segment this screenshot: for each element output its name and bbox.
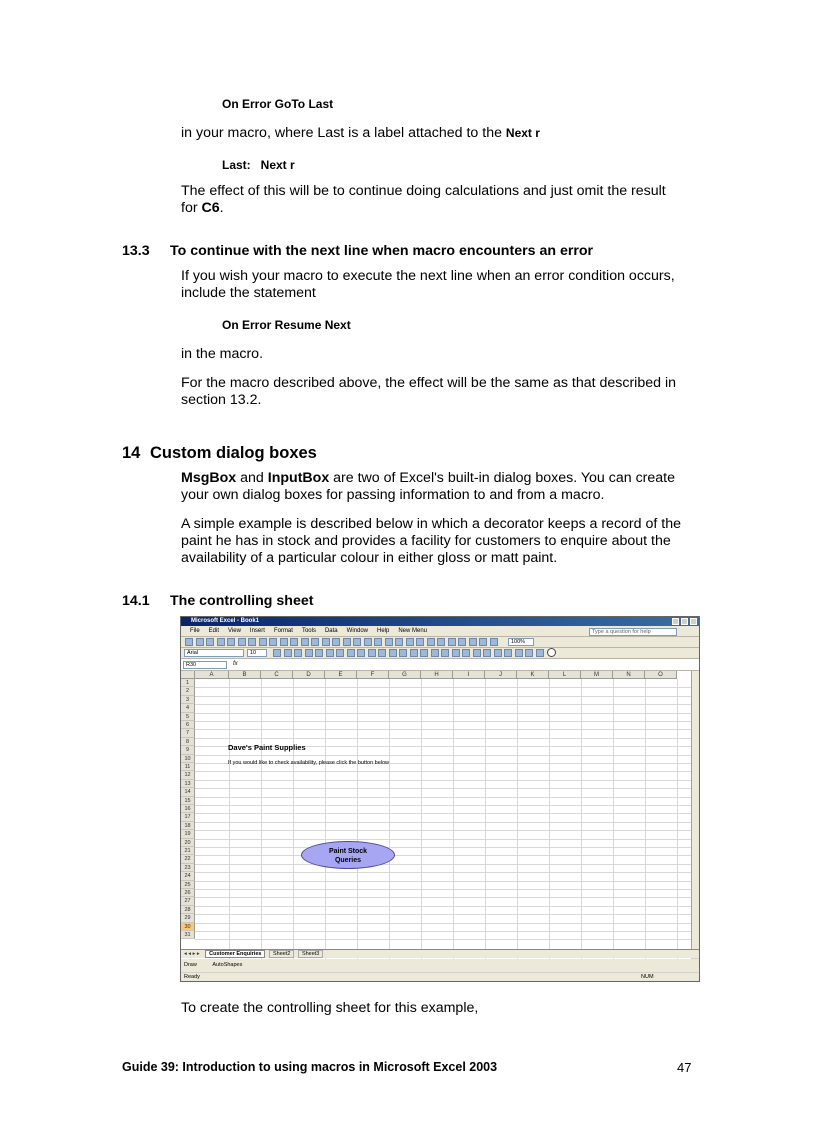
row-header[interactable]: 4 xyxy=(181,704,195,712)
toolbar-button-icon[interactable] xyxy=(347,649,355,657)
toolbar-button-icon[interactable] xyxy=(441,649,449,657)
gridline-horizontal xyxy=(195,830,691,831)
toolbar-button-icon[interactable] xyxy=(452,649,460,657)
section-13-3-title: To continue with the next line when macro encounters an error xyxy=(170,243,594,259)
toolbar-button-icon[interactable] xyxy=(479,638,487,646)
toolbar-button-icon[interactable] xyxy=(301,638,309,646)
toolbar-button-icon[interactable] xyxy=(315,649,323,657)
toolbar-button-icon[interactable] xyxy=(284,649,292,657)
row-header[interactable]: 5 xyxy=(181,713,195,721)
autoshapes-menu[interactable]: AutoShapes xyxy=(212,962,243,968)
standard-toolbar xyxy=(181,637,699,648)
status-ready: Ready xyxy=(184,974,200,980)
section-13-3-para: If you wish your macro to execute the next line when an error condition occurs, include the statement xyxy=(181,268,675,301)
toolbar-button-icon[interactable] xyxy=(332,638,340,646)
gridline-horizontal xyxy=(195,914,691,915)
gridline-horizontal xyxy=(195,704,691,705)
toolbar-button-icon[interactable] xyxy=(311,638,319,646)
toolbar-button-icon[interactable] xyxy=(322,638,330,646)
column-header[interactable]: A xyxy=(195,671,229,679)
section-13-3-number: 13.3 xyxy=(122,243,150,259)
row-header[interactable]: 28 xyxy=(181,906,195,914)
column-header[interactable]: H xyxy=(421,671,453,679)
gridline-horizontal xyxy=(195,738,691,739)
paint-stock-label: Paint Stock xyxy=(328,848,368,855)
toolbar-button-icon[interactable] xyxy=(326,649,334,657)
toolbar-button-icon[interactable] xyxy=(336,649,344,657)
cell-instruction[interactable]: If you would like to check availability, please click the button below xyxy=(228,760,390,766)
row-header[interactable]: 1 xyxy=(181,679,195,687)
row-header[interactable]: 13 xyxy=(181,780,195,788)
section-14-1-number: 14.1 xyxy=(122,593,150,609)
toolbar-button-icon[interactable] xyxy=(427,638,435,646)
menu-item-new-menu[interactable]: New Menu xyxy=(398,628,428,634)
toolbar-button-icon[interactable] xyxy=(395,638,403,646)
code-resume-next: On Error Resume Next xyxy=(222,318,351,332)
excel-screenshot xyxy=(180,616,700,982)
gridline-horizontal xyxy=(195,713,691,714)
toolbar-button-icon[interactable] xyxy=(389,649,397,657)
vertical-scrollbar[interactable] xyxy=(691,671,699,949)
formatting-toolbar xyxy=(181,648,699,659)
gridline-horizontal xyxy=(195,855,691,856)
gridline-horizontal xyxy=(195,771,691,772)
row-header[interactable]: 31 xyxy=(181,931,195,939)
menu-item-file[interactable]: File xyxy=(190,628,200,634)
gridline-horizontal xyxy=(195,864,691,865)
toolbar-button-icon[interactable] xyxy=(206,638,214,646)
row-header[interactable]: 17 xyxy=(181,813,195,821)
column-header[interactable]: C xyxy=(261,671,293,679)
toolbar-button-icon[interactable] xyxy=(410,649,418,657)
gridline-horizontal xyxy=(195,822,691,823)
row-header[interactable]: 18 xyxy=(181,822,195,830)
section-13-3-para3: For the macro described above, the effect will be the same as that described in section 13.2. xyxy=(181,375,676,408)
gridline-horizontal xyxy=(195,813,691,814)
sheet-tab-bar xyxy=(181,949,699,958)
code-last-label: Last: Next r xyxy=(222,158,295,172)
section-14-para2: A simple example is described below in which a decorator keeps a record of the paint he has in stock and provides a facility for customers to enquire about the availability of a particular colour in either gloss or matt paint. xyxy=(181,516,681,566)
toolbar-button-icon[interactable] xyxy=(490,638,498,646)
gridline-horizontal xyxy=(195,755,691,756)
gridline-horizontal xyxy=(195,939,691,940)
row-header[interactable]: 30 xyxy=(181,923,195,931)
row-header[interactable]: 16 xyxy=(181,805,195,813)
draw-menu[interactable]: Draw xyxy=(184,962,197,968)
row-header[interactable]: 7 xyxy=(181,729,195,737)
tab-scroll-arrows-icon[interactable]: ◂ ◂ ▸ ▸ xyxy=(184,951,200,957)
row-header[interactable]: 15 xyxy=(181,797,195,805)
toolbar-button-icon[interactable] xyxy=(294,649,302,657)
name-box[interactable]: R30 xyxy=(183,661,227,669)
toolbar-button-icon[interactable] xyxy=(536,649,544,657)
gridline-horizontal xyxy=(195,931,691,932)
select-all-corner[interactable] xyxy=(181,671,195,679)
tab-customer-enquiries[interactable]: Customer Enquiries xyxy=(205,950,265,958)
section-14-para1: MsgBox and InputBox are two of Excel's built-in dialog boxes. You can create your own dialog boxes for passing information to and from a macro. xyxy=(181,470,675,503)
row-header[interactable]: 21 xyxy=(181,847,195,855)
code-on-error-goto: On Error GoTo Last xyxy=(222,97,334,111)
menu-item-window[interactable]: Window xyxy=(346,628,368,634)
queries-label: Queries xyxy=(334,857,362,864)
row-header[interactable]: 19 xyxy=(181,830,195,838)
formula-bar xyxy=(181,659,699,671)
gridline-horizontal xyxy=(195,872,691,873)
font-name-select[interactable]: Arial xyxy=(184,649,244,657)
row-header[interactable]: 3 xyxy=(181,696,195,704)
toolbar-button-icon[interactable] xyxy=(374,638,382,646)
toolbar-button-icon[interactable] xyxy=(448,638,456,646)
toolbar-button-icon[interactable] xyxy=(248,638,256,646)
fx-icon: fx xyxy=(233,661,238,667)
menu-item-format[interactable]: Format xyxy=(273,628,293,634)
toolbar-button-icon[interactable] xyxy=(431,649,439,657)
toolbar-button-icon[interactable] xyxy=(406,638,414,646)
toolbar-button-icon[interactable] xyxy=(378,649,386,657)
toolbar-button-icon[interactable] xyxy=(515,649,523,657)
toolbar-button-icon[interactable] xyxy=(196,638,204,646)
maximize-icon[interactable] xyxy=(681,618,688,625)
toolbar-button-icon[interactable] xyxy=(458,638,466,646)
paragraph-effect: The effect of this will be to continue doing calculations and just omit the result for C6. xyxy=(181,183,666,216)
gridline-horizontal xyxy=(195,847,691,848)
toolbar-button-icon[interactable] xyxy=(494,649,502,657)
menu-item-tools[interactable]: Tools xyxy=(301,628,316,634)
row-header[interactable]: 14 xyxy=(181,788,195,796)
toolbar-button-icon[interactable] xyxy=(385,638,393,646)
row-header[interactable]: 6 xyxy=(181,721,195,729)
toolbar-button-icon[interactable] xyxy=(368,649,376,657)
excel-window-title: Microsoft Excel - Book1 xyxy=(191,618,260,624)
gridline-horizontal xyxy=(195,729,691,730)
column-header[interactable]: L xyxy=(549,671,581,679)
toolbar-button-icon[interactable] xyxy=(469,638,477,646)
worksheet-grid[interactable] xyxy=(181,671,691,961)
gridline-horizontal xyxy=(195,788,691,789)
toolbar-button-icon[interactable] xyxy=(353,638,361,646)
column-header[interactable]: J xyxy=(485,671,517,679)
row-header[interactable]: 25 xyxy=(181,881,195,889)
gridline-horizontal xyxy=(195,687,691,688)
toolbar-button-icon[interactable] xyxy=(227,638,235,646)
row-header[interactable]: 26 xyxy=(181,889,195,897)
row-header[interactable]: 27 xyxy=(181,897,195,905)
menu-item-data[interactable]: Data xyxy=(324,628,338,634)
gridline-horizontal xyxy=(195,696,691,697)
smiley-icon[interactable] xyxy=(547,648,556,657)
toolbar-button-icon[interactable] xyxy=(483,649,491,657)
toolbar-button-icon[interactable] xyxy=(290,638,298,646)
toolbar-button-icon[interactable] xyxy=(217,638,225,646)
row-header[interactable]: 20 xyxy=(181,839,195,847)
toolbar-button-icon[interactable] xyxy=(504,649,512,657)
toolbar-button-icon[interactable] xyxy=(280,638,288,646)
cell-heading[interactable]: Dave's Paint Supplies xyxy=(228,743,306,752)
gridline-horizontal xyxy=(195,881,691,882)
status-bar xyxy=(181,973,699,981)
toolbar-button-icon[interactable] xyxy=(437,638,445,646)
tab-sheet3[interactable]: Sheet3 xyxy=(298,950,323,958)
help-search-input[interactable]: Type a question for help xyxy=(589,628,677,636)
gridline-horizontal xyxy=(195,721,691,722)
row-header[interactable]: 23 xyxy=(181,864,195,872)
row-header[interactable]: 22 xyxy=(181,855,195,863)
gridline-horizontal xyxy=(195,780,691,781)
tab-sheet2[interactable]: Sheet2 xyxy=(269,950,294,958)
toolbar-button-icon[interactable] xyxy=(259,638,267,646)
gridline-horizontal xyxy=(195,805,691,806)
row-header[interactable]: 9 xyxy=(181,746,195,754)
row-header[interactable]: 29 xyxy=(181,914,195,922)
row-header[interactable]: 11 xyxy=(181,763,195,771)
row-header[interactable]: 2 xyxy=(181,687,195,695)
gridline-horizontal xyxy=(195,839,691,840)
toolbar-button-icon[interactable] xyxy=(238,638,246,646)
column-header[interactable]: E xyxy=(325,671,357,679)
close-icon[interactable] xyxy=(690,618,697,625)
menu-item-insert[interactable]: Insert xyxy=(249,628,265,634)
toolbar-button-icon[interactable] xyxy=(357,649,365,657)
minimize-icon[interactable] xyxy=(672,618,679,625)
zoom-select[interactable]: 100% xyxy=(508,638,534,646)
row-header[interactable]: 12 xyxy=(181,771,195,779)
toolbar-button-icon[interactable] xyxy=(525,649,533,657)
section-14-1-title: The controlling sheet xyxy=(170,593,314,609)
gridline-horizontal xyxy=(195,797,691,798)
toolbar-button-icon[interactable] xyxy=(462,649,470,657)
menu-item-help[interactable]: Help xyxy=(377,628,390,634)
gridline-horizontal xyxy=(195,923,691,924)
toolbar-button-icon[interactable] xyxy=(473,649,481,657)
row-header[interactable]: 24 xyxy=(181,872,195,880)
toolbar-button-icon[interactable] xyxy=(399,649,407,657)
toolbar-button-icon[interactable] xyxy=(269,638,277,646)
section-13-3-para2: in the macro. xyxy=(181,346,264,362)
column-header[interactable]: F xyxy=(357,671,389,679)
section-14-number: 14 xyxy=(122,444,141,462)
toolbar-button-icon[interactable] xyxy=(416,638,424,646)
section-14-title: Custom dialog boxes xyxy=(150,444,317,462)
paint-stock-queries-button[interactable] xyxy=(301,841,395,869)
status-num: NUM xyxy=(641,974,654,980)
row-header[interactable]: 8 xyxy=(181,738,195,746)
menu-item-edit[interactable]: Edit xyxy=(208,628,220,634)
toolbar-button-icon[interactable] xyxy=(343,638,351,646)
toolbar-button-icon[interactable] xyxy=(364,638,372,646)
menu-item-view[interactable]: View xyxy=(228,628,241,634)
column-header[interactable]: G xyxy=(389,671,421,679)
column-header[interactable]: N xyxy=(613,671,645,679)
toolbar-button-icon[interactable] xyxy=(185,638,193,646)
gridline-horizontal xyxy=(195,897,691,898)
column-header[interactable]: D xyxy=(293,671,325,679)
drawing-toolbar xyxy=(181,959,699,972)
paragraph-label-explanation: in your macro, where Last is a label attached to the Next r xyxy=(181,125,540,141)
gridline-horizontal xyxy=(195,906,691,907)
column-header[interactable]: M xyxy=(581,671,613,679)
gridline-horizontal xyxy=(195,889,691,890)
footer-title: Guide 39: Introduction to using macros in Microsoft Excel 2003 xyxy=(122,1060,498,1074)
paragraph-create-sheet: To create the controlling sheet for this example, xyxy=(181,1000,479,1016)
toolbar-button-icon[interactable] xyxy=(420,649,428,657)
column-header[interactable]: K xyxy=(517,671,549,679)
column-header[interactable]: B xyxy=(229,671,261,679)
font-size-select[interactable]: 10 xyxy=(247,649,267,657)
column-header[interactable]: O xyxy=(645,671,677,679)
excel-title-bar xyxy=(181,617,699,626)
row-header[interactable]: 10 xyxy=(181,755,195,763)
page-number: 47 xyxy=(677,1060,692,1075)
column-header[interactable]: I xyxy=(453,671,485,679)
toolbar-button-icon[interactable] xyxy=(305,649,313,657)
toolbar-button-icon[interactable] xyxy=(273,649,281,657)
